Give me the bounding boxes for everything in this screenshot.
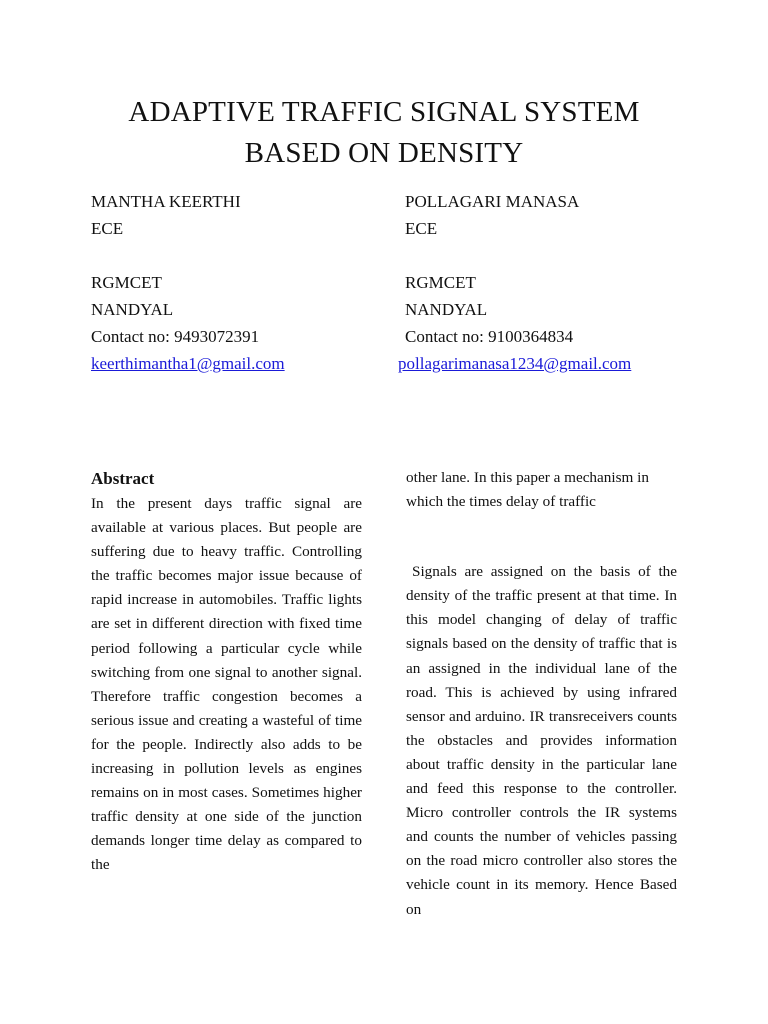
- author-college: RGMCET: [405, 273, 476, 292]
- title-line-2: BASED ON DENSITY: [244, 137, 524, 169]
- abstract-body: In the present days traffic signal are available at various places. But people are suffering due to heavy traffic. Controlling the traffic becomes major issue because of rapid increase in automobiles. Traffic lights are set in different direction with fixed time period following a particular cycle while switching from one signal to another signal. Therefore traffic congestion becomes a serious issue and creating a wasteful of time for the people. Indirectly also adds to be increasing in pollution levels as engines remains on in most cases. Sometimes higher traffic density at one side of the junction demands longer time delay as compared to the: [91, 495, 362, 874]
- paper-title: [0, 92, 768, 174]
- author-name: MANTHA KEERTHI: [91, 192, 241, 211]
- spacer: [405, 242, 631, 269]
- author-college: RGMCET: [91, 273, 162, 292]
- author-email-link[interactable]: pollagarimanasa1234@gmail.com: [398, 354, 632, 373]
- abstract-heading: Abstract: [91, 469, 155, 488]
- author-city: NANDYAL: [91, 300, 174, 319]
- body-paragraph-2: Signals are assigned on the basis of the density of the traffic present at that time. In this model changing of delay of traffic signals based on the density of traffic that is an assigned in the individual lane of the road. This is achieved by using infrared sensor and arduino. IR transreceivers counts the obstacles and provides information about traffic density in the particular lane and feed this response to the controller. Micro controller controls the IR systems and counts the number of vehicles passing on the road micro controller also stores the vehicle count in its memory. Hence Based on: [406, 563, 677, 918]
- author-block-1: [91, 188, 285, 377]
- author-block-2: [398, 188, 632, 377]
- body-paragraph-1: other lane. In this paper a mechanism in which the times delay of traffic: [406, 469, 649, 511]
- author-city: NANDYAL: [405, 300, 488, 319]
- right-text-column: [406, 466, 677, 922]
- abstract-column: [91, 467, 362, 878]
- author-email-link[interactable]: keerthimantha1@gmail.com: [91, 354, 285, 373]
- author-name: POLLAGARI MANASA: [405, 192, 580, 211]
- spacer: [91, 242, 285, 269]
- title-line-1: ADAPTIVE TRAFFIC SIGNAL SYSTEM: [128, 96, 640, 128]
- author-contact: Contact no: 9493072391: [91, 327, 260, 346]
- author-contact: Contact no: 9100364834: [405, 327, 574, 346]
- author-department: ECE: [91, 219, 124, 238]
- author-department: ECE: [405, 219, 438, 238]
